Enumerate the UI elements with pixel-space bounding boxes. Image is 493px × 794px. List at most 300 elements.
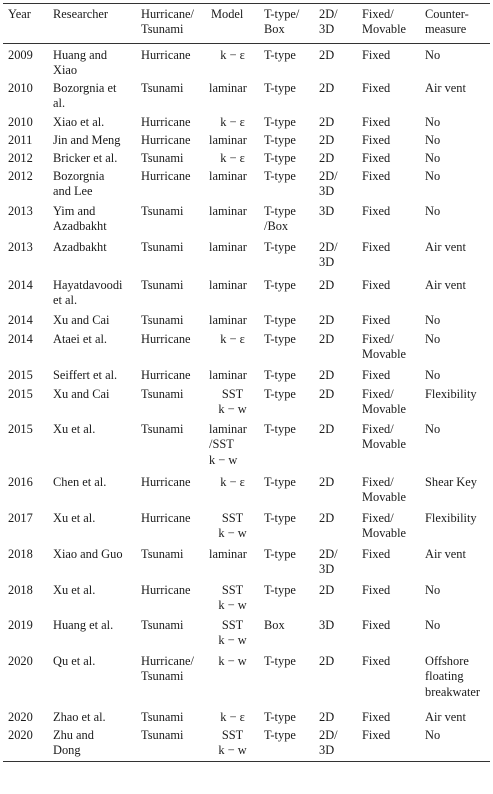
literature-table	[3, 3, 490, 762]
cell-shape	[259, 330, 314, 366]
cell-line: Movable	[362, 526, 407, 541]
cell-line: Fixed	[362, 150, 391, 165]
cell-line: Air vent	[425, 546, 466, 561]
cell-counter	[420, 113, 490, 131]
cell-line: laminar	[209, 421, 247, 436]
cell-counter	[420, 167, 490, 202]
cell-line: k − w	[218, 402, 247, 417]
header-line: Model	[211, 7, 244, 21]
cell-line: T-type	[264, 132, 296, 147]
cell-counter	[420, 149, 490, 167]
cell-dim	[314, 708, 357, 726]
cell-line: Fixed/	[362, 386, 394, 401]
table-row	[3, 149, 490, 167]
cell-line: T-type	[264, 48, 296, 62]
cell-line: Fixed/	[362, 510, 394, 525]
header-line: Researcher	[53, 7, 109, 21]
cell-researcher	[48, 276, 136, 311]
cell-line: SST	[221, 510, 244, 525]
cell-dim	[314, 420, 357, 473]
table-row	[3, 276, 490, 311]
cell-year: 2012	[8, 168, 33, 183]
cell-year: 2014	[8, 331, 33, 346]
cell-line: Xu et al.	[53, 582, 96, 597]
cell-fixed	[357, 366, 420, 385]
cell-line: laminar	[209, 239, 247, 254]
cell-dim	[314, 509, 357, 545]
cell-year: 2010	[8, 114, 33, 129]
cell-counter	[420, 79, 490, 113]
cell-line: Shear Key	[425, 474, 477, 489]
cell-model	[206, 581, 259, 616]
header-fixed-movable	[357, 4, 420, 44]
cell-fixed	[357, 581, 420, 616]
cell-line: Tsunami	[141, 727, 184, 742]
cell-fixed	[357, 238, 420, 276]
cell-line: Hurricane	[141, 168, 191, 183]
cell-line: Hurricane	[141, 48, 191, 62]
cell-line: Air vent	[425, 80, 466, 95]
cell-counter	[420, 44, 490, 79]
cell-line: Movable	[362, 402, 407, 417]
header-line: measure	[425, 22, 467, 37]
cell-line: SST	[221, 582, 244, 597]
cell-shape	[259, 311, 314, 330]
cell-line: Yim and	[53, 203, 96, 218]
cell-model	[206, 545, 259, 581]
cell-line: Tsunami	[141, 617, 184, 632]
cell-fixed	[357, 385, 420, 420]
header-year	[3, 4, 48, 44]
cell-researcher	[48, 420, 136, 473]
cell-year: 2015	[8, 386, 33, 401]
cell-dim	[314, 149, 357, 167]
table-row	[3, 167, 490, 202]
cell-fixed	[357, 113, 420, 131]
cell-type	[136, 131, 206, 149]
table-row	[3, 420, 490, 473]
cell-line: Huang and	[53, 48, 108, 62]
cell-dim	[314, 726, 357, 762]
cell-type	[136, 420, 206, 473]
header-countermeasure	[420, 4, 490, 44]
cell-dim	[314, 473, 357, 509]
table-row	[3, 385, 490, 420]
cell-fixed	[357, 79, 420, 113]
cell-year: 2014	[8, 312, 33, 327]
cell-line: T-type	[264, 367, 296, 382]
cell-year: 2009	[8, 48, 33, 62]
table-row	[3, 79, 490, 113]
header-line: Year	[8, 7, 31, 21]
cell-year: 2014	[8, 277, 33, 292]
cell-line: Ataei et al.	[53, 331, 108, 346]
cell-researcher	[48, 149, 136, 167]
cell-shape	[259, 366, 314, 385]
cell-line: T-type	[264, 421, 296, 436]
cell-year: 2015	[8, 421, 33, 436]
cell-researcher	[48, 545, 136, 581]
cell-line: Fixed	[362, 132, 391, 147]
cell-counter	[420, 616, 490, 652]
cell-researcher	[48, 366, 136, 385]
cell-line: Tsunami	[141, 312, 184, 327]
cell-line: T-type	[264, 653, 296, 668]
cell-line: Tsunami	[141, 669, 184, 684]
cell-line: No	[425, 168, 441, 183]
cell-line: No	[425, 727, 441, 742]
cell-fixed	[357, 330, 420, 366]
cell-year: 2020	[8, 709, 33, 724]
cell-line: Fixed	[362, 546, 391, 561]
cell-line: laminar	[209, 80, 247, 95]
cell-line: 3D	[319, 743, 335, 758]
cell-line: k − w	[209, 452, 238, 467]
cell-counter	[420, 202, 490, 238]
cell-line: k − ε	[220, 331, 245, 346]
cell-model	[206, 366, 259, 385]
cell-line: 2D	[319, 312, 335, 327]
cell-line: Fixed	[362, 582, 391, 597]
cell-year: 2017	[8, 510, 33, 525]
cell-line: No	[425, 150, 441, 165]
cell-line: Xu and Cai	[53, 386, 110, 401]
cell-counter	[420, 581, 490, 616]
cell-researcher	[48, 473, 136, 509]
cell-line: Seiffert et al.	[53, 367, 118, 382]
cell-line: Hurricane	[141, 132, 191, 147]
cell-counter	[420, 420, 490, 473]
cell-line: Fixed	[362, 367, 391, 382]
cell-line: laminar	[209, 132, 247, 147]
cell-researcher	[48, 311, 136, 330]
cell-line: Flexibility	[425, 386, 477, 401]
cell-line: Movable	[362, 347, 407, 362]
cell-year: 2010	[8, 80, 33, 95]
cell-line: Dong	[53, 743, 81, 758]
cell-model	[206, 44, 259, 79]
cell-researcher	[48, 44, 136, 79]
cell-shape	[259, 131, 314, 149]
cell-line: 2D	[319, 510, 335, 525]
header-shape	[259, 4, 314, 44]
cell-researcher	[48, 509, 136, 545]
cell-line: No	[425, 421, 441, 436]
cell-dim	[314, 616, 357, 652]
cell-model	[206, 131, 259, 149]
cell-line: 2D/	[319, 727, 338, 742]
cell-line: Huang et al.	[53, 617, 114, 632]
cell-line: laminar	[209, 546, 247, 561]
cell-line: k − ε	[220, 709, 245, 724]
cell-line: Tsunami	[141, 203, 184, 218]
cell-line: k − ε	[220, 474, 245, 489]
cell-line: Fixed	[362, 203, 391, 218]
cell-line: k − w	[218, 526, 247, 541]
cell-line: Offshore	[425, 653, 469, 668]
cell-year: 2015	[8, 367, 33, 382]
cell-fixed	[357, 545, 420, 581]
cell-shape	[259, 581, 314, 616]
cell-model	[206, 276, 259, 311]
cell-line: Qu et al.	[53, 653, 96, 668]
cell-year: 2011	[8, 132, 33, 147]
cell-line: 3D	[319, 562, 335, 577]
cell-line: Fixed	[362, 277, 391, 292]
cell-fixed	[357, 726, 420, 762]
cell-shape	[259, 385, 314, 420]
cell-line: 3D	[319, 203, 335, 218]
header-line: T-type/	[264, 7, 300, 21]
cell-line: Fixed	[362, 617, 391, 632]
cell-model	[206, 79, 259, 113]
cell-dim	[314, 385, 357, 420]
cell-line: Tsunami	[141, 150, 184, 165]
cell-model	[206, 330, 259, 366]
cell-shape	[259, 708, 314, 726]
table-row	[3, 726, 490, 762]
cell-counter	[420, 366, 490, 385]
cell-line: Fixed	[362, 168, 391, 183]
cell-line: Box	[264, 617, 285, 632]
cell-line: Hurricane/	[141, 653, 194, 668]
cell-model	[206, 473, 259, 509]
cell-line: Hurricane	[141, 474, 191, 489]
cell-line: al.	[53, 96, 66, 111]
cell-line: 2D	[319, 48, 335, 62]
cell-line: Jin and Meng	[53, 132, 121, 147]
cell-year: 2013	[8, 239, 33, 254]
cell-line: Chen et al.	[53, 474, 107, 489]
cell-model	[206, 149, 259, 167]
cell-model	[206, 509, 259, 545]
cell-dim	[314, 238, 357, 276]
cell-dim	[314, 330, 357, 366]
cell-line: laminar	[209, 277, 247, 292]
table-row	[3, 473, 490, 509]
cell-researcher	[48, 581, 136, 616]
cell-line: Hurricane	[141, 582, 191, 597]
cell-model	[206, 238, 259, 276]
cell-fixed	[357, 167, 420, 202]
cell-counter	[420, 473, 490, 509]
cell-model	[206, 385, 259, 420]
cell-line: T-type	[264, 168, 296, 183]
cell-fixed	[357, 149, 420, 167]
cell-line: 2D/	[319, 168, 338, 183]
cell-line: k − w	[218, 598, 247, 613]
header-line: Box	[264, 22, 285, 37]
cell-fixed	[357, 708, 420, 726]
cell-fixed	[357, 616, 420, 652]
cell-year: 2012	[8, 150, 33, 165]
cell-line: laminar	[209, 168, 247, 183]
table-body	[3, 44, 490, 762]
cell-line: Fixed	[362, 114, 391, 129]
cell-counter	[420, 330, 490, 366]
cell-line: T-type	[264, 474, 296, 489]
cell-line: 3D	[319, 184, 335, 199]
cell-line: Xu et al.	[53, 510, 96, 525]
cell-type	[136, 473, 206, 509]
cell-year: 2020	[8, 653, 33, 668]
cell-line: T-type	[264, 331, 296, 346]
cell-line: Xiao and Guo	[53, 546, 123, 561]
cell-year: 2013	[8, 203, 33, 218]
cell-shape	[259, 616, 314, 652]
cell-line: 3D	[319, 255, 335, 270]
table-row	[3, 581, 490, 616]
cell-line: 2D/	[319, 239, 338, 254]
cell-type	[136, 238, 206, 276]
cell-shape	[259, 652, 314, 708]
cell-line: Fixed	[362, 312, 391, 327]
cell-line: 3D	[319, 617, 335, 632]
cell-type	[136, 616, 206, 652]
cell-type	[136, 79, 206, 113]
cell-line: 2D	[319, 386, 335, 401]
cell-line: Fixed	[362, 709, 391, 724]
cell-line: 2D	[319, 653, 335, 668]
cell-line: Fixed/	[362, 421, 394, 436]
cell-researcher	[48, 726, 136, 762]
cell-shape	[259, 167, 314, 202]
cell-researcher	[48, 79, 136, 113]
cell-model	[206, 113, 259, 131]
cell-type	[136, 149, 206, 167]
header-line: Counter-	[425, 7, 469, 21]
cell-line: Flexibility	[425, 510, 477, 525]
cell-shape	[259, 238, 314, 276]
cell-line: Fixed	[362, 239, 391, 254]
cell-line: Fixed	[362, 80, 391, 95]
cell-line: T-type	[264, 582, 296, 597]
cell-line: floating	[425, 669, 464, 684]
cell-line: Hurricane	[141, 114, 191, 129]
cell-shape	[259, 420, 314, 473]
cell-line: SST	[221, 617, 244, 632]
cell-shape	[259, 149, 314, 167]
cell-line: 2D	[319, 150, 335, 165]
cell-line: 2D	[319, 709, 335, 724]
cell-line: Bozorgnia et	[53, 80, 117, 95]
cell-dim	[314, 545, 357, 581]
cell-type	[136, 311, 206, 330]
cell-shape	[259, 509, 314, 545]
cell-model	[206, 420, 259, 473]
cell-line: Movable	[362, 490, 407, 505]
cell-line: No	[425, 114, 441, 129]
cell-line: No	[425, 367, 441, 382]
cell-counter	[420, 311, 490, 330]
cell-line: Tsunami	[141, 386, 184, 401]
header-hurricane-tsunami	[136, 4, 206, 44]
cell-type	[136, 330, 206, 366]
cell-counter	[420, 509, 490, 545]
cell-counter	[420, 545, 490, 581]
header-line: 2D/	[319, 7, 338, 21]
cell-line: Movable	[362, 437, 407, 452]
cell-shape	[259, 545, 314, 581]
cell-model	[206, 311, 259, 330]
cell-researcher	[48, 131, 136, 149]
cell-line: and Lee	[53, 184, 93, 199]
header-line: Fixed/	[362, 7, 394, 21]
cell-line: Hayatdavoodi	[53, 277, 123, 292]
cell-counter	[420, 652, 490, 708]
cell-line: T-type	[264, 709, 296, 724]
cell-researcher	[48, 202, 136, 238]
cell-dim	[314, 311, 357, 330]
cell-line: No	[425, 312, 441, 327]
cell-line: et al.	[53, 293, 78, 308]
cell-line: /Box	[264, 219, 289, 234]
cell-year: 2018	[8, 546, 33, 561]
cell-line: 2D	[319, 582, 335, 597]
cell-line: 2D	[319, 114, 335, 129]
cell-line: k − w	[218, 633, 247, 648]
cell-line: Tsunami	[141, 709, 184, 724]
cell-model	[206, 616, 259, 652]
table-row	[3, 202, 490, 238]
cell-line: 2D	[319, 331, 335, 346]
cell-line: laminar	[209, 203, 247, 218]
cell-line: 2D	[319, 367, 335, 382]
cell-line: T-type	[264, 150, 296, 165]
cell-line: Zhao et al.	[53, 709, 106, 724]
cell-type	[136, 366, 206, 385]
cell-counter	[420, 726, 490, 762]
cell-shape	[259, 79, 314, 113]
cell-model	[206, 167, 259, 202]
cell-line: Azadbakht	[53, 239, 107, 254]
table-row	[3, 131, 490, 149]
table-row	[3, 616, 490, 652]
cell-type	[136, 167, 206, 202]
cell-line: Xiao et al.	[53, 114, 105, 129]
cell-model	[206, 726, 259, 762]
cell-researcher	[48, 708, 136, 726]
cell-line: Azadbakht	[53, 219, 107, 234]
cell-line: T-type	[264, 546, 296, 561]
cell-line: laminar	[209, 312, 247, 327]
cell-line: T-type	[264, 312, 296, 327]
cell-line: No	[425, 582, 441, 597]
header-line: Hurricane/	[141, 7, 194, 21]
header-dimension	[314, 4, 357, 44]
cell-dim	[314, 276, 357, 311]
cell-dim	[314, 79, 357, 113]
cell-researcher	[48, 616, 136, 652]
cell-dim	[314, 366, 357, 385]
cell-counter	[420, 131, 490, 149]
cell-researcher	[48, 113, 136, 131]
cell-line: No	[425, 203, 441, 218]
cell-line: k − w	[218, 653, 247, 668]
cell-line: k − w	[218, 743, 247, 758]
cell-dim	[314, 113, 357, 131]
cell-line: Tsunami	[141, 239, 184, 254]
cell-researcher	[48, 238, 136, 276]
cell-type	[136, 113, 206, 131]
cell-researcher	[48, 167, 136, 202]
cell-line: Tsunami	[141, 80, 184, 95]
table-row	[3, 44, 490, 79]
cell-type	[136, 276, 206, 311]
cell-fixed	[357, 420, 420, 473]
cell-dim	[314, 202, 357, 238]
cell-line: T-type	[264, 239, 296, 254]
